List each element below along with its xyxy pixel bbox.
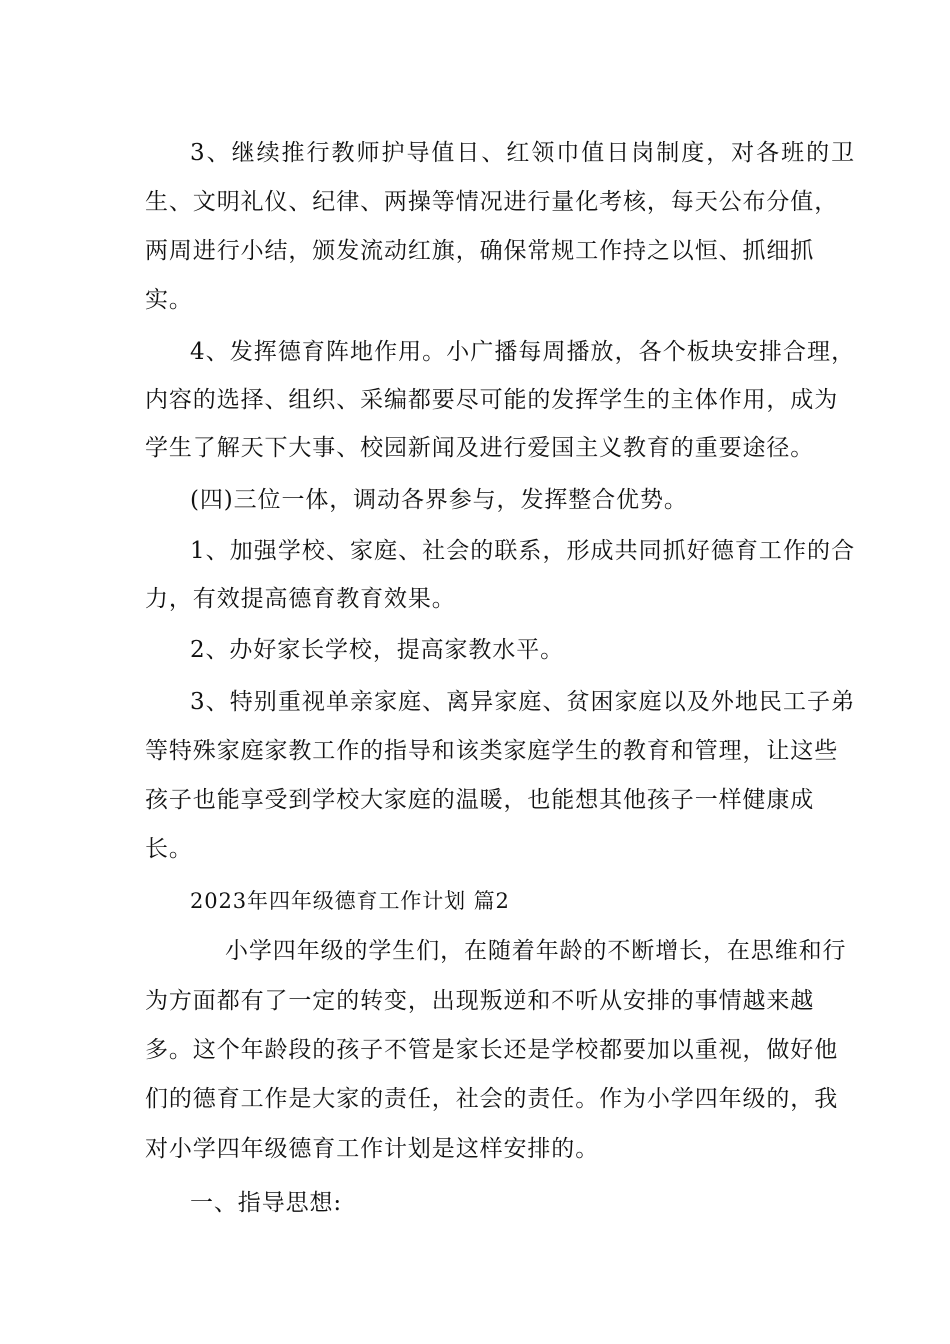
paragraph-line: 为方面都有了一定的转变，出现叛逆和不听从安排的事情越来越 (145, 988, 815, 1014)
section-heading: 一、指导思想: (190, 1190, 343, 1216)
paragraph-line: 小学四年级的学生们，在随着年龄的不断增长，在思维和行 (225, 938, 847, 964)
paragraph-line: 力，有效提高德育教育效果。 (145, 586, 456, 612)
paragraph-line: 内容的选择、组织、采编都要尽可能的发挥学生的主体作用，成为 (145, 387, 839, 413)
paragraph-line: 孩子也能享受到学校大家庭的温暖，也能想其他孩子一样健康成 (145, 787, 815, 813)
paragraph-line: 实。 (145, 287, 193, 313)
paragraph-line: 4、发挥德育阵地作用。小广播每周播放，各个板块安排合理， (190, 339, 855, 365)
paragraph-line: 长。 (145, 836, 193, 862)
paragraph-line: 3、特别重视单亲家庭、离异家庭、贫困家庭以及外地民工子弟 (190, 689, 855, 715)
plan-title: 2023年四年级德育工作计划 篇2 (190, 889, 510, 913)
paragraph-line: 3、继续推行教师护导值日、红领巾值日岗制度，对各班的卫 (190, 140, 855, 166)
paragraph-line: 1、加强学校、家庭、社会的联系，形成共同抓好德育工作的合 (190, 538, 855, 564)
paragraph-line: 等特殊家庭家教工作的指导和该类家庭学生的教育和管理，让这些 (145, 738, 839, 764)
paragraph-line: 学生了解天下大事、校园新闻及进行爱国主义教育的重要途径。 (145, 435, 815, 461)
paragraph-line: 生、文明礼仪、纪律、两操等情况进行量化考核，每天公布分值， (145, 189, 839, 215)
paragraph-line: 多。这个年龄段的孩子不管是家长还是学校都要加以重视，做好他 (145, 1037, 839, 1063)
paragraph-line: 们的德育工作是大家的责任，社会的责任。作为小学四年级的，我 (145, 1086, 839, 1112)
paragraph-line: 两周进行小结，颁发流动红旗，确保常规工作持之以恒、抓细抓 (145, 238, 815, 264)
paragraph-line: 2、办好家长学校，提高家教水平。 (190, 637, 565, 663)
paragraph-line: 对小学四年级德育工作计划是这样安排的。 (145, 1136, 600, 1162)
section-heading: (四)三位一体，调动各界参与，发挥整合优势。 (190, 487, 688, 513)
